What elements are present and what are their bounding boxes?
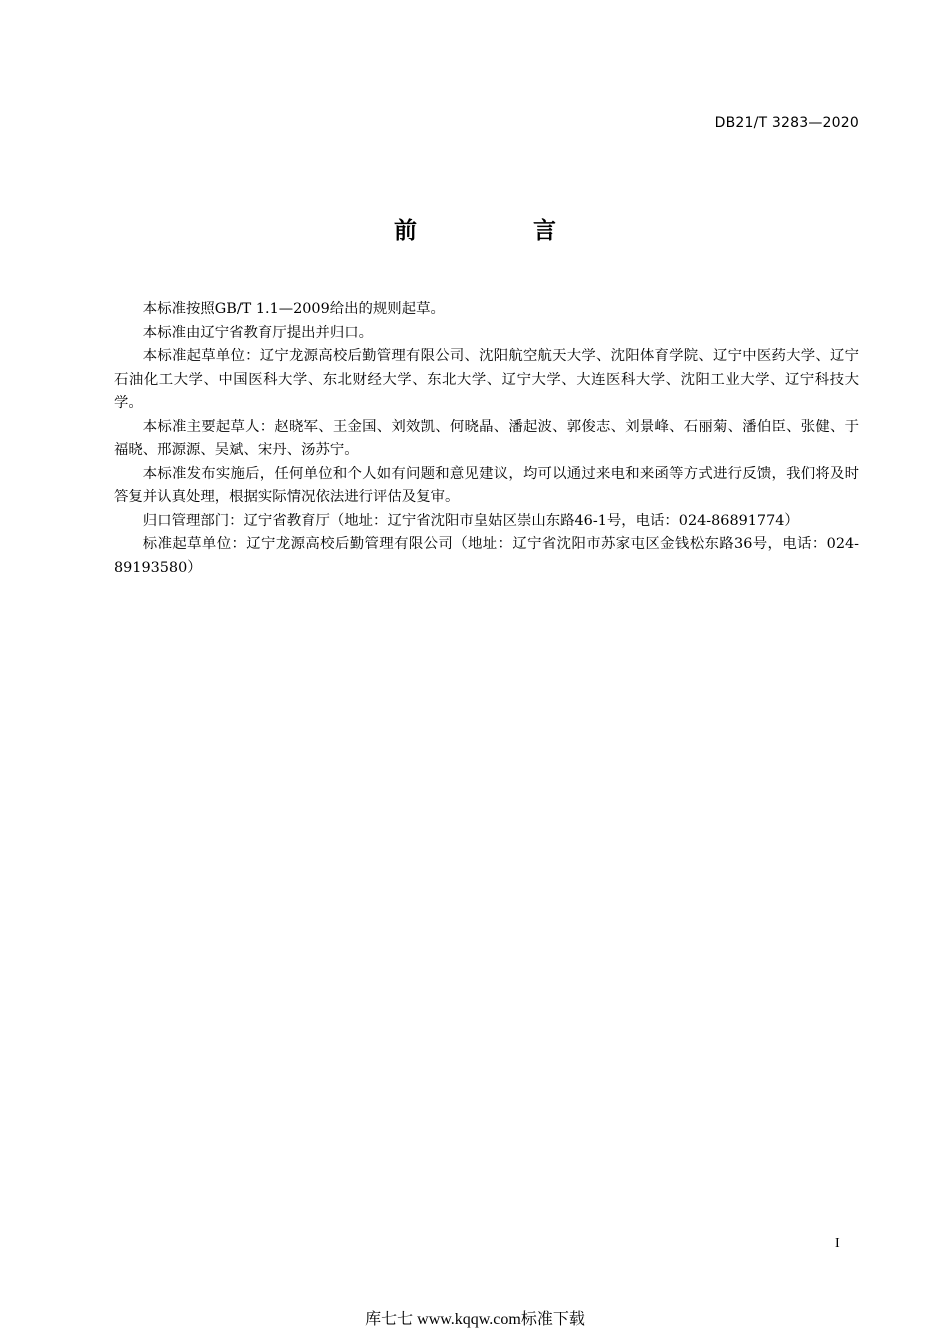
- paragraph-management-dept: 归口管理部门：辽宁省教育厅（地址：辽宁省沈阳市皇姑区崇山东路46-1号，电话：024-86891774）: [142, 512, 799, 529]
- paragraph-drafting-unit-contact: 标准起草单位：辽宁龙源高校后勤管理有限公司（地址：辽宁省沈阳市苏家屯区金钱松东路36号，电话：024-89193580）: [114, 536, 859, 576]
- footer-watermark: 库七七 www.kqqw.com标准下载: [365, 1311, 585, 1328]
- paragraph-drafting-rules: 本标准按照GB/T 1.1—2009给出的规则起草。: [142, 301, 445, 317]
- paragraph-proposer: 本标准由辽宁省教育厅提出并归口。: [142, 324, 374, 341]
- document-body: [114, 298, 859, 580]
- standard-code: DB21/T 3283—2020: [714, 115, 859, 131]
- paragraph-feedback: 本标准发布实施后，任何单位和个人如有问题和意见建议，均可以通过来电和来函等方式进行反馈，我们将及时答复并认真处理，根据实际情况依法进行评估及复审。: [114, 465, 859, 505]
- paragraph-drafting-units: 本标准起草单位：辽宁龙源高校后勤管理有限公司、沈阳航空航天大学、沈阳体育学院、辽宁中医药大学、辽宁石油化工大学、中国医科大学、东北财经大学、东北大学、辽宁大学、大连医科大学、沈阳工业大学、辽宁科技大学。: [114, 348, 859, 411]
- page-number: I: [835, 1236, 840, 1251]
- page-title: 前 言: [393, 218, 610, 244]
- paragraph-drafters: 本标准主要起草人：赵晓军、王金国、刘效凯、何晓晶、潘起波、郭俊志、刘景峰、石丽菊、潘伯臣、张健、于福晓、邢源源、吴斌、宋丹、汤苏宁。: [114, 418, 859, 458]
